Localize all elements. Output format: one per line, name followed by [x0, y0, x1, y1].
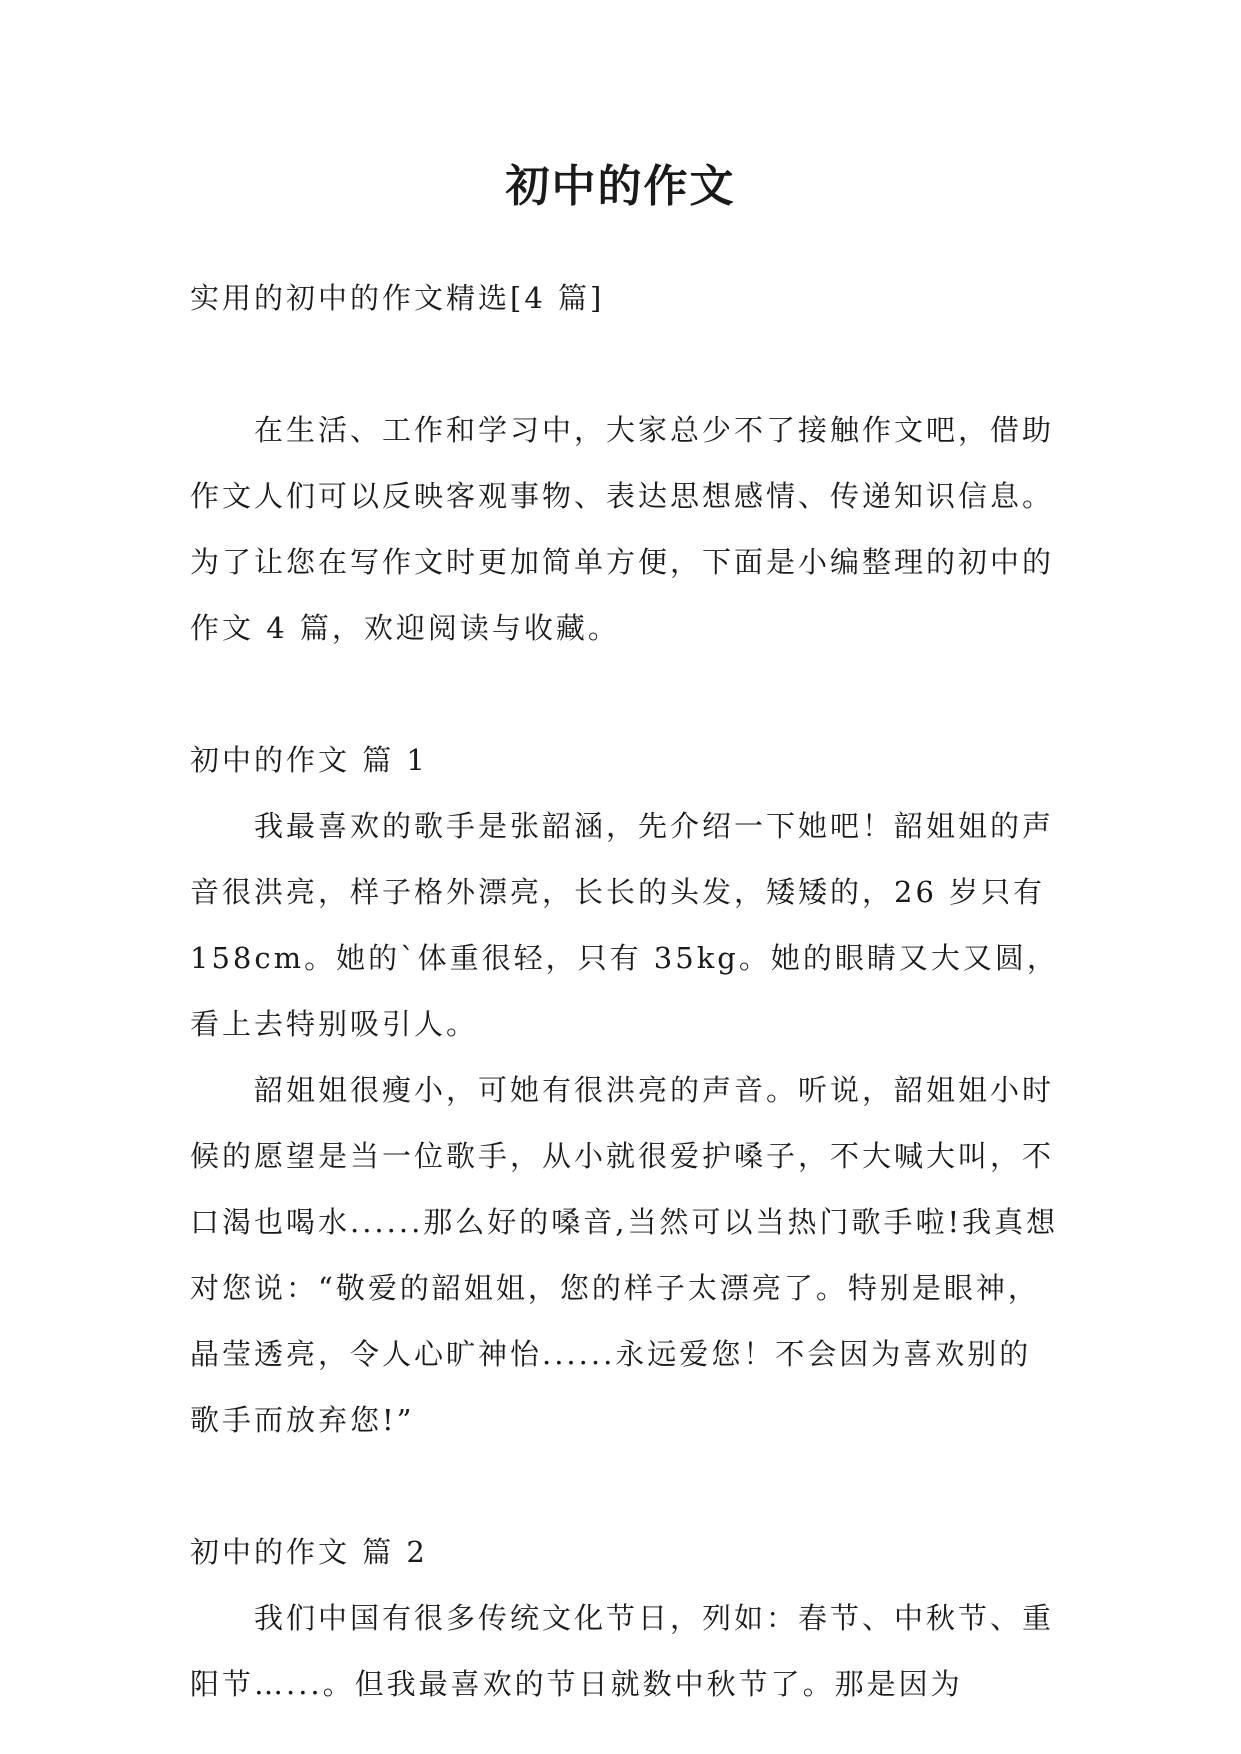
document-subtitle: 实用的初中的作文精选[4 篇] — [190, 281, 605, 315]
section-heading-2: 初中的作文 篇 2 — [190, 1535, 428, 1569]
section-1-paragraph-1: 我最喜欢的歌手是张韶涵，先介绍一下她吧！韶姐姐的声音很洪亮，样子格外漂亮，长长的头发，矮矮的，26 岁只有 158cm。她的`体重很轻，只有 35kg。她的眼睛又大又圆，看上去特别吸引人。 — [190, 809, 1059, 1041]
document-title: 初中的作文 — [505, 161, 736, 212]
intro-paragraph: 在生活、工作和学习中，大家总少不了接触作文吧，借助作文人们可以反映客观事物、表达思想感情、传递知识信息。为了让您在写作文时更加简单方便，下面是小编整理的初中的作文 4 篇，欢迎阅读与收藏。 — [190, 413, 1055, 645]
spacer — [190, 331, 1060, 397]
spacer — [190, 1453, 1060, 1519]
document-body — [190, 265, 1060, 1717]
section-1-paragraph-2: 韶姐姐很瘦小，可她有很洪亮的声音。听说，韶姐姐小时候的愿望是当一位歌手，从小就很爱护嗓子，不大喊大叫，不口渴也喝水......那么好的嗓音,当然可以当热门歌手啦!我真想对您说：“敬爱的韶姐姐，您的样子太漂亮了。特别是眼神，晶莹透亮，令人心旷神怡......永远爱您！不会因为喜欢别的歌手而放弃您!” — [190, 1073, 1059, 1437]
section-2-paragraph-1: 我们中国有很多传统文化节日，列如：春节、中秋节、重阳节…...。但我最喜欢的节日就数中秋节了。那是因为 — [190, 1601, 1055, 1701]
spacer — [190, 661, 1060, 727]
section-heading-1: 初中的作文 篇 1 — [190, 743, 428, 777]
